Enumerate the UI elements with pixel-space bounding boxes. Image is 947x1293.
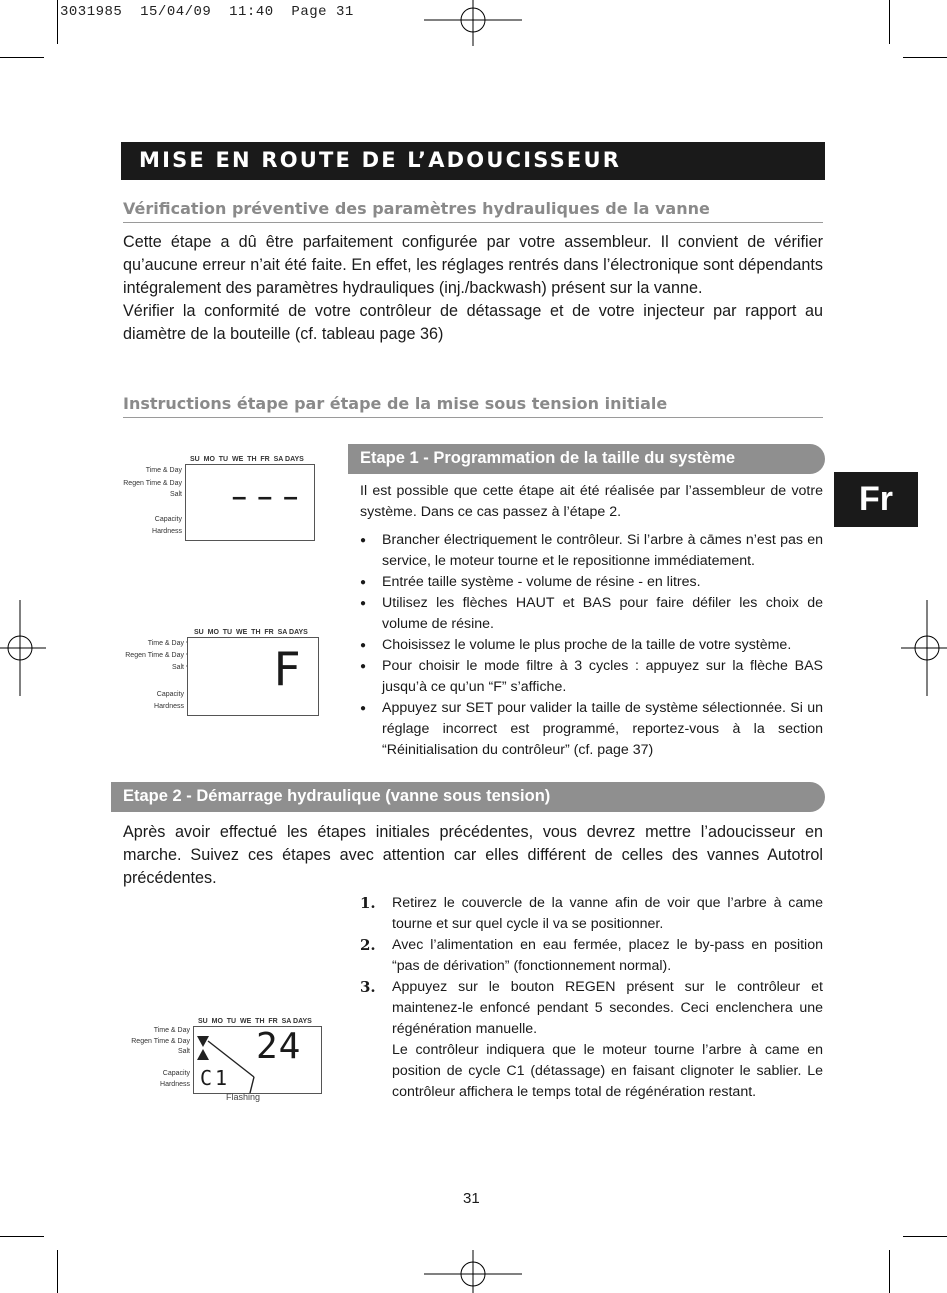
step2-item <box>360 893 823 935</box>
print-slug: 3031985 15/04/09 11:40 Page 31 <box>60 4 354 20</box>
main-title-bar <box>121 142 825 180</box>
step2-item-text: Appuyez sur le bouton REGEN présent sur le contrôleur et maintenez-le enfoncé pendant 5 secondes. Ceci enclenchera une régénération manuelle. <box>392 979 823 1037</box>
step1-bullet: ● Utilisez les flèches HAUT et BAS pour faire défiler les choix de volume de résine. <box>360 593 823 635</box>
step2-item-number: 2. <box>360 936 376 954</box>
lcd-label-regen: Regen Time & Day <box>125 652 184 659</box>
step2-intro: Après avoir effectué les étapes initiales précédentes, vous devrez mettre l’adoucisseur en marche. Suivez ces étapes avec attention car elles différent de celles des vannes Autotrol précédentes. <box>123 823 823 887</box>
step2-item-text: Retirez le couvercle de la vanne afin de voir que l’arbre à came tourne et sur quel cycle il va se positionner. <box>392 895 823 932</box>
lcd-screen <box>185 464 315 541</box>
lcd-label-hardness: Hardness <box>152 528 182 535</box>
lcd-label-time-day: Time & Day <box>153 1027 190 1034</box>
step1-bullet: ● Pour choisir le mode filtre à 3 cycles : appuyez sur la flèche BAS jusqu’à ce qu’un “F” s’affiche. <box>360 656 823 698</box>
language-tab-fr: Fr <box>834 472 918 527</box>
verification-paragraph-1: Cette étape a dû être parfaitement configurée par votre assembleur. Il convient de vérifier qu’aucune erreur n’ait été faite. En effet, les réglages rentrés dans l’électronique sont dépendants intégralement des paramètres hydrauliques (inj./backwash) présent sur la vanne. <box>123 233 823 297</box>
lcd-label-salt: Salt <box>169 491 182 498</box>
step1-bullet-list <box>360 530 823 761</box>
section-heading-verification: Vérification préventive des paramètres hydrauliques de la vanne <box>123 199 823 223</box>
step1-bullet: ● Appuyez sur SET pour valider la taille de système sélectionnée. Si un réglage incorrect est programmé, reportez-vous à la section “Réinitialisation du contrôleur” (cf. page 37) <box>360 698 823 761</box>
lcd-label-regen: Regen Time & Day <box>123 480 182 487</box>
registration-mark-right <box>901 600 947 696</box>
lcd-label-capacity: Capacity <box>156 691 184 698</box>
section-verification-body <box>123 231 823 346</box>
registration-mark-top <box>424 0 522 48</box>
step1-bullet: ● Entrée taille système - volume de résine - en litres. <box>360 572 823 593</box>
lcd-label-salt: Salt <box>177 1048 190 1055</box>
lcd-label-hardness: Hardness <box>160 1081 190 1088</box>
lcd-label-time-day: Time & Day <box>145 467 182 474</box>
lcd-diagram-dashes <box>118 452 318 544</box>
step1-body <box>360 481 823 761</box>
section-heading-instructions: Instructions étape par étape de la mise sous tension initiale <box>123 394 823 418</box>
lcd-days: SU MO TU WE TH FR SA DAYS <box>190 456 304 463</box>
step2-item-text: Avec l’alimentation en eau fermée, placez le by-pass en position “pas de dérivation” (fonctionnement normal). <box>392 937 823 974</box>
step2-item-text-continued: Le contrôleur indiquera que le moteur tourne l’arbre à came en position de cycle C1 (détassage) en faisant clignoter le sablier. Le contrôleur affichera le temps total de régénération restant. <box>392 1042 823 1100</box>
lcd-display-time-remaining: 24 <box>256 1026 302 1067</box>
lcd-screen <box>193 1026 322 1094</box>
registration-mark-bottom <box>424 1248 522 1293</box>
lcd-label-time-day: Time & Day <box>147 640 184 647</box>
lcd-flashing-label: Flashing <box>226 1092 261 1102</box>
step2-numbered-list <box>360 893 823 1103</box>
step1-title-bar <box>348 444 825 474</box>
lcd-label-capacity: Capacity <box>154 516 182 523</box>
lcd-diagram-regen <box>130 1014 330 1104</box>
verification-paragraph-2: Vérifier la conformité de votre contrôleur de détassage et de votre injecteur par rapport au diamètre de la bouteille (cf. tableau page 36) <box>123 302 823 343</box>
lcd-diagram-filter <box>120 625 320 717</box>
lcd-days: SU MO TU WE TH FR SA DAYS <box>198 1018 312 1025</box>
step1-bullet: ● Choisissez le volume le plus proche de la taille de votre système. <box>360 635 823 656</box>
lcd-label-capacity: Capacity <box>162 1070 190 1077</box>
lcd-days: SU MO TU WE TH FR SA DAYS <box>194 629 308 636</box>
step2-item <box>360 935 823 977</box>
registration-mark-left <box>0 600 46 696</box>
step1-bullet: ● Brancher électriquement le contrôleur. Si l’arbre à cāmes n’est pas en service, le moteur tourne et le repositionne immédiatement. <box>360 530 823 572</box>
step1-title: Etape 1 - Programmation de la taille du système <box>360 449 736 467</box>
page-number: 31 <box>463 1190 480 1207</box>
lcd-screen <box>187 637 319 716</box>
main-title: MISE EN ROUTE DE L’ADOUCISSEUR <box>139 148 622 172</box>
lcd-label-salt: Salt <box>171 664 184 671</box>
step2-item <box>360 977 823 1103</box>
step2-item-number: 1. <box>360 894 376 912</box>
lcd-display-filter: F <box>273 642 301 696</box>
lcd-label-regen: Regen Time & Day <box>131 1038 190 1045</box>
step1-intro: Il est possible que cette étape ait été réalisée par l’assembleur de votre système. Dans ce cas passez à l’étape 2. <box>360 483 823 520</box>
lcd-display-cycle: C1 <box>200 1066 231 1090</box>
step2-title-bar <box>111 782 825 812</box>
step2-item-number: 3. <box>360 978 376 996</box>
lcd-display-dashes: – – – <box>232 481 300 511</box>
lcd-label-hardness: Hardness <box>154 703 184 710</box>
step2-title: Etape 2 - Démarrage hydraulique (vanne sous tension) <box>123 787 551 805</box>
